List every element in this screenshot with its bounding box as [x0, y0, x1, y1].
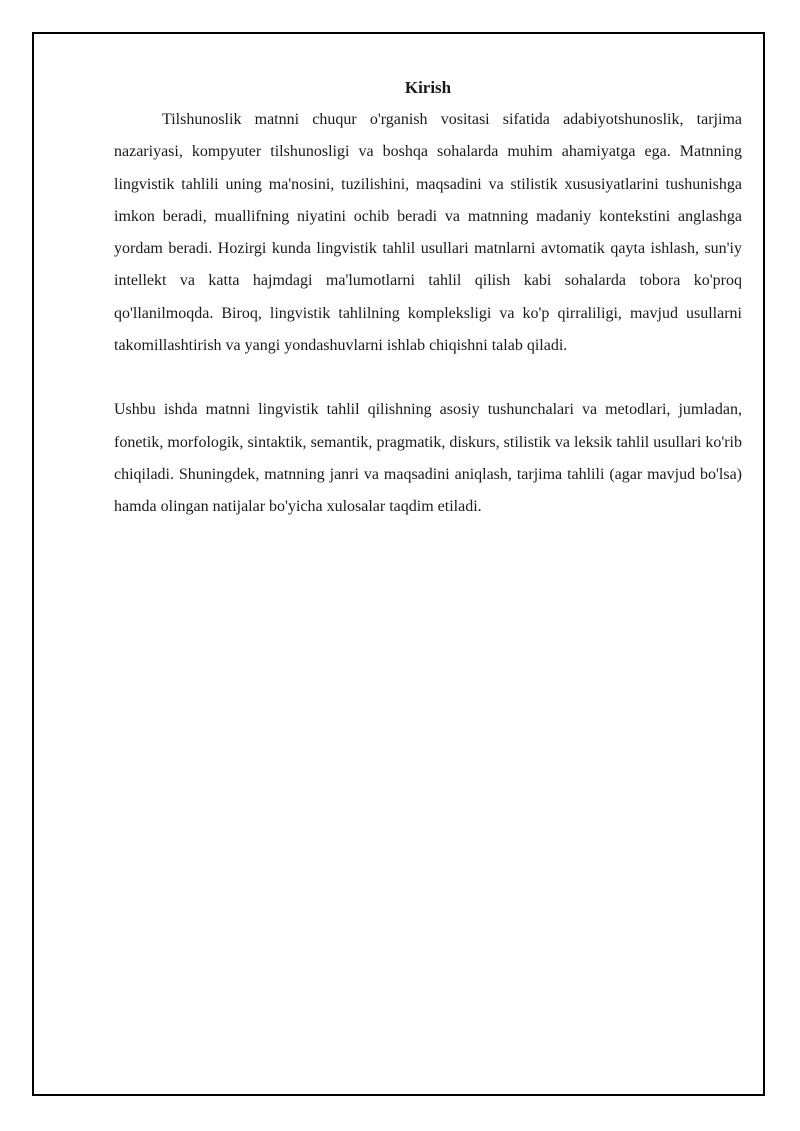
paragraph-intro: Tilshunoslik matnni chuqur o'rganish vositasi sifatida adabiyotshunoslik, tarjima nazariyasi, kompyuter tilshunosligi va boshqa sohalarda muhim ahamiyatga ega. Matnning lingvistik tahlili uning ma'nosini, tuzilishini, maqsadini va stilistik xususiyatlarini tushunishga imkon beradi, muallifning niyatini ochib beradi va matnning madaniy kontekstini anglashga yordam beradi. Hozirgi kunda lingvistik tahlil usullari matnlarni avtomatik qayta ishlash, sun'iy intellekt va katta hajmdagi ma'lumotlarni tahlil qilish kabi sohalarda tobora ko'proq qo'llanilmoqda. Biroq, lingvistik tahlilning kompleksligi va ko'p qirraliligi, mavjud usullarni takomillashtirish va yangi yondashuvlarni ishlab chiqishni talab qiladi. [114, 111, 742, 355]
page-title: Kirish [404, 78, 452, 97]
paragraph-scope: Ushbu ishda matnni lingvistik tahlil qilishning asosiy tushunchalari va metodlari, jumladan, fonetik, morfologik, sintaktik, semantik, pragmatik, diskurs, stilistik va leksik tahlil usullari ko'rib chiqiladi. Shuningdek, matnning janri va maqsadini aniqlash, tarjima tahlili (agar mavjud bo'lsa) hamda olingan natijalar bo'yicha xulosalar taqdim etiladi. [114, 401, 742, 516]
document-body [114, 72, 742, 524]
